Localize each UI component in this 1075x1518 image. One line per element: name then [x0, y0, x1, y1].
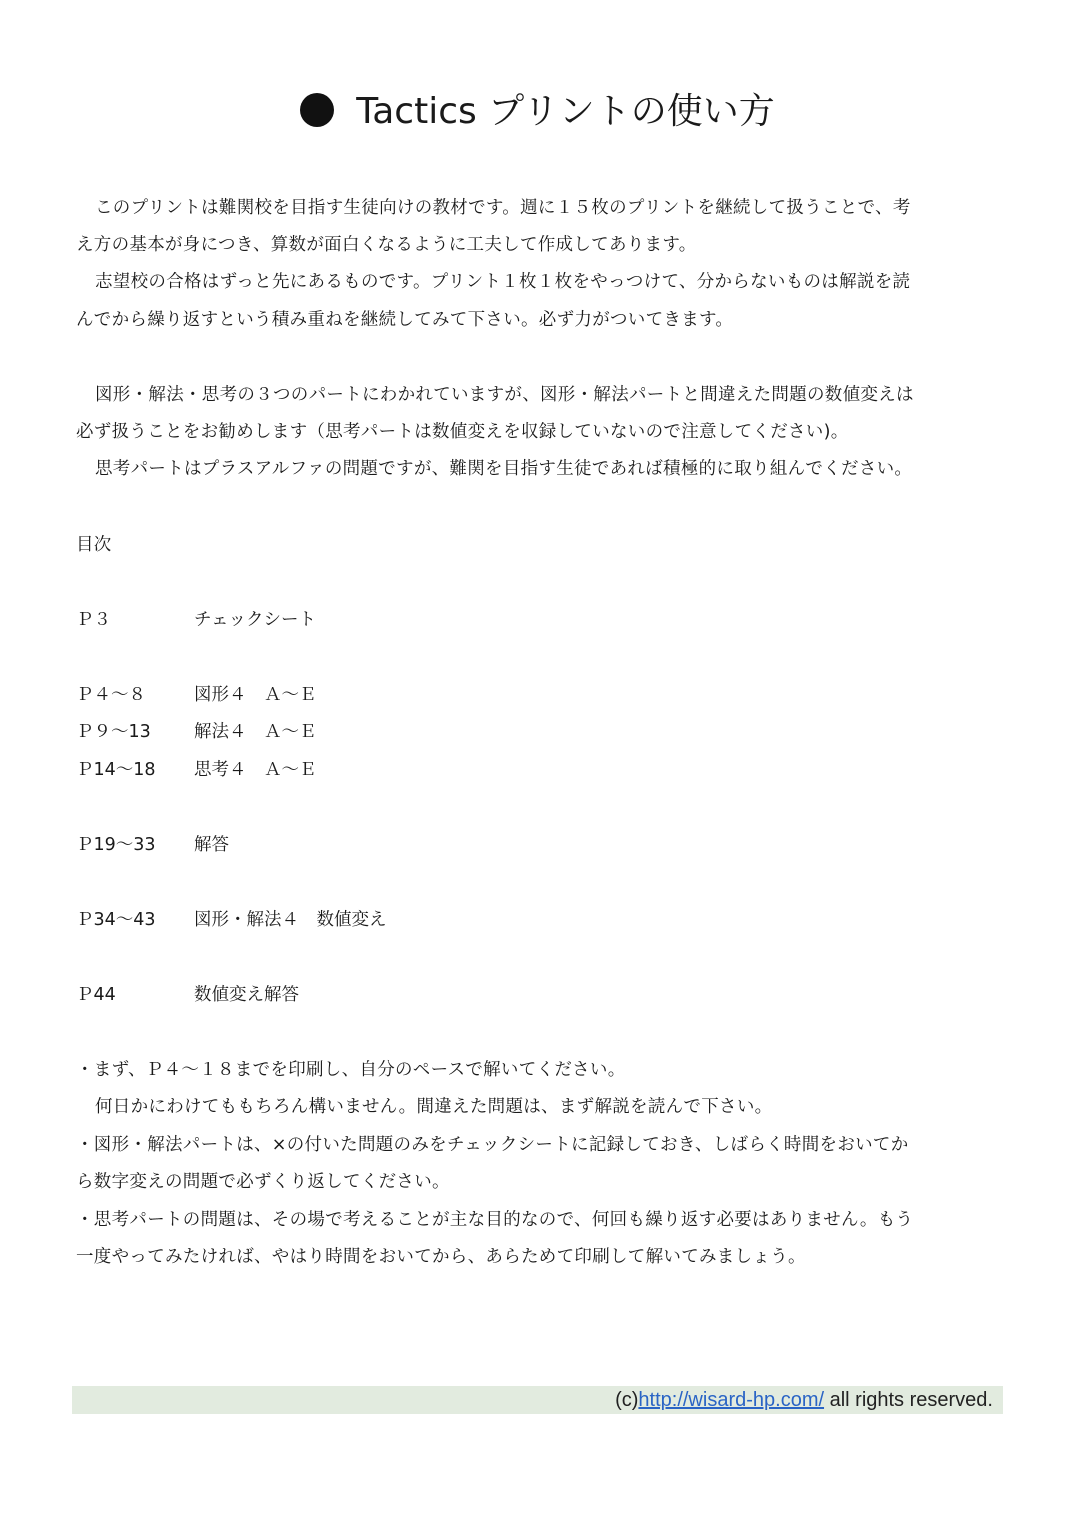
note-1-line2: 何日かにわけてももちろん構いません。間違えた問題は、まず解説を読んで下さい。: [95, 1097, 773, 1117]
toc-entry-desc: 図形４ Ａ～Ｅ: [194, 685, 317, 705]
toc-entry-page: Ｐ19～33: [76, 835, 156, 855]
note-2-line1: ・図形・解法パートは、×の付いた問題のみをチェックシートに記録しておき、しばらく時間をおいてか: [76, 1135, 909, 1155]
note-1-line1: ・まず、Ｐ４～１８までを印刷し、自分のペースで解いてください。: [76, 1060, 626, 1080]
note-2-line2: ら数字変えの問題で必ずくり返してください。: [76, 1172, 450, 1192]
toc-entry-desc: チェックシート: [194, 610, 316, 630]
toc-entry-desc: 数値変え解答: [194, 985, 299, 1005]
toc-entry-page: Ｐ44: [76, 985, 116, 1005]
toc-entry-page: Ｐ34～43: [76, 910, 156, 930]
toc-entry-page: Ｐ３: [76, 610, 111, 630]
toc-heading: 目次: [76, 535, 112, 555]
toc-entry-desc: 思考４ Ａ～Ｅ: [194, 760, 317, 780]
intro-p1-line2: え方の基本が身につき、算数が面白くなるように工夫して作成してあります。: [76, 235, 697, 255]
note-3-line2: 一度やってみたければ、やはり時間をおいてから、あらためて印刷して解いてみましょう。: [76, 1247, 806, 1267]
copyright-prefix: (c): [615, 1389, 639, 1411]
intro-p2-line1: 志望校の合格はずっと先にあるものです。プリント１枚１枚をやっつけて、分からないものは解説を読: [95, 272, 911, 292]
intro-p1-line1: このプリントは難関校を目指す生徒向けの教材です。週に１５枚のプリントを継続して扱うことで、考: [95, 198, 911, 218]
footer-bar: [72, 1386, 1003, 1414]
note-3-line1: ・思考パートの問題は、その場で考えることが主な目的なので、何回も繰り返す必要はありません。もう: [76, 1210, 914, 1230]
toc-entry-desc: 図形・解法４ 数値変え: [194, 910, 387, 930]
parts-p2-line1: 思考パートはプラスアルファの問題ですが、難関を目指す生徒であれば積極的に取り組んでください。: [95, 459, 913, 479]
toc-entry-page: Ｐ14～18: [76, 760, 156, 780]
parts-p1-line2: 必ず扱うことをお勧めします（思考パートは数値変えを収録していないので注意してください)。: [76, 422, 849, 442]
website-link[interactable]: http://wisard-hp.com/: [638, 1389, 825, 1411]
toc-entry-desc: 解法４ Ａ～Ｅ: [194, 722, 317, 742]
parts-p1-line1: 図形・解法・思考の３つのパートにわかれていますが、図形・解法パートと間違えた問題の数値変えは: [95, 385, 914, 405]
copyright-notice: [615, 1386, 993, 1414]
toc-entry-page: Ｐ４～８: [76, 685, 146, 705]
toc-entry-desc: 解答: [194, 835, 229, 855]
bullet-icon: [300, 93, 334, 127]
copyright-suffix: all rights reserved.: [824, 1389, 993, 1411]
title-text: Tactics プリントの使い方: [356, 91, 775, 132]
intro-p2-line2: んでから繰り返すという積み重ねを継続してみて下さい。必ず力がついてきます。: [76, 310, 734, 330]
toc-entry-page: Ｐ９～13: [76, 722, 151, 742]
page-title: [0, 86, 1075, 138]
